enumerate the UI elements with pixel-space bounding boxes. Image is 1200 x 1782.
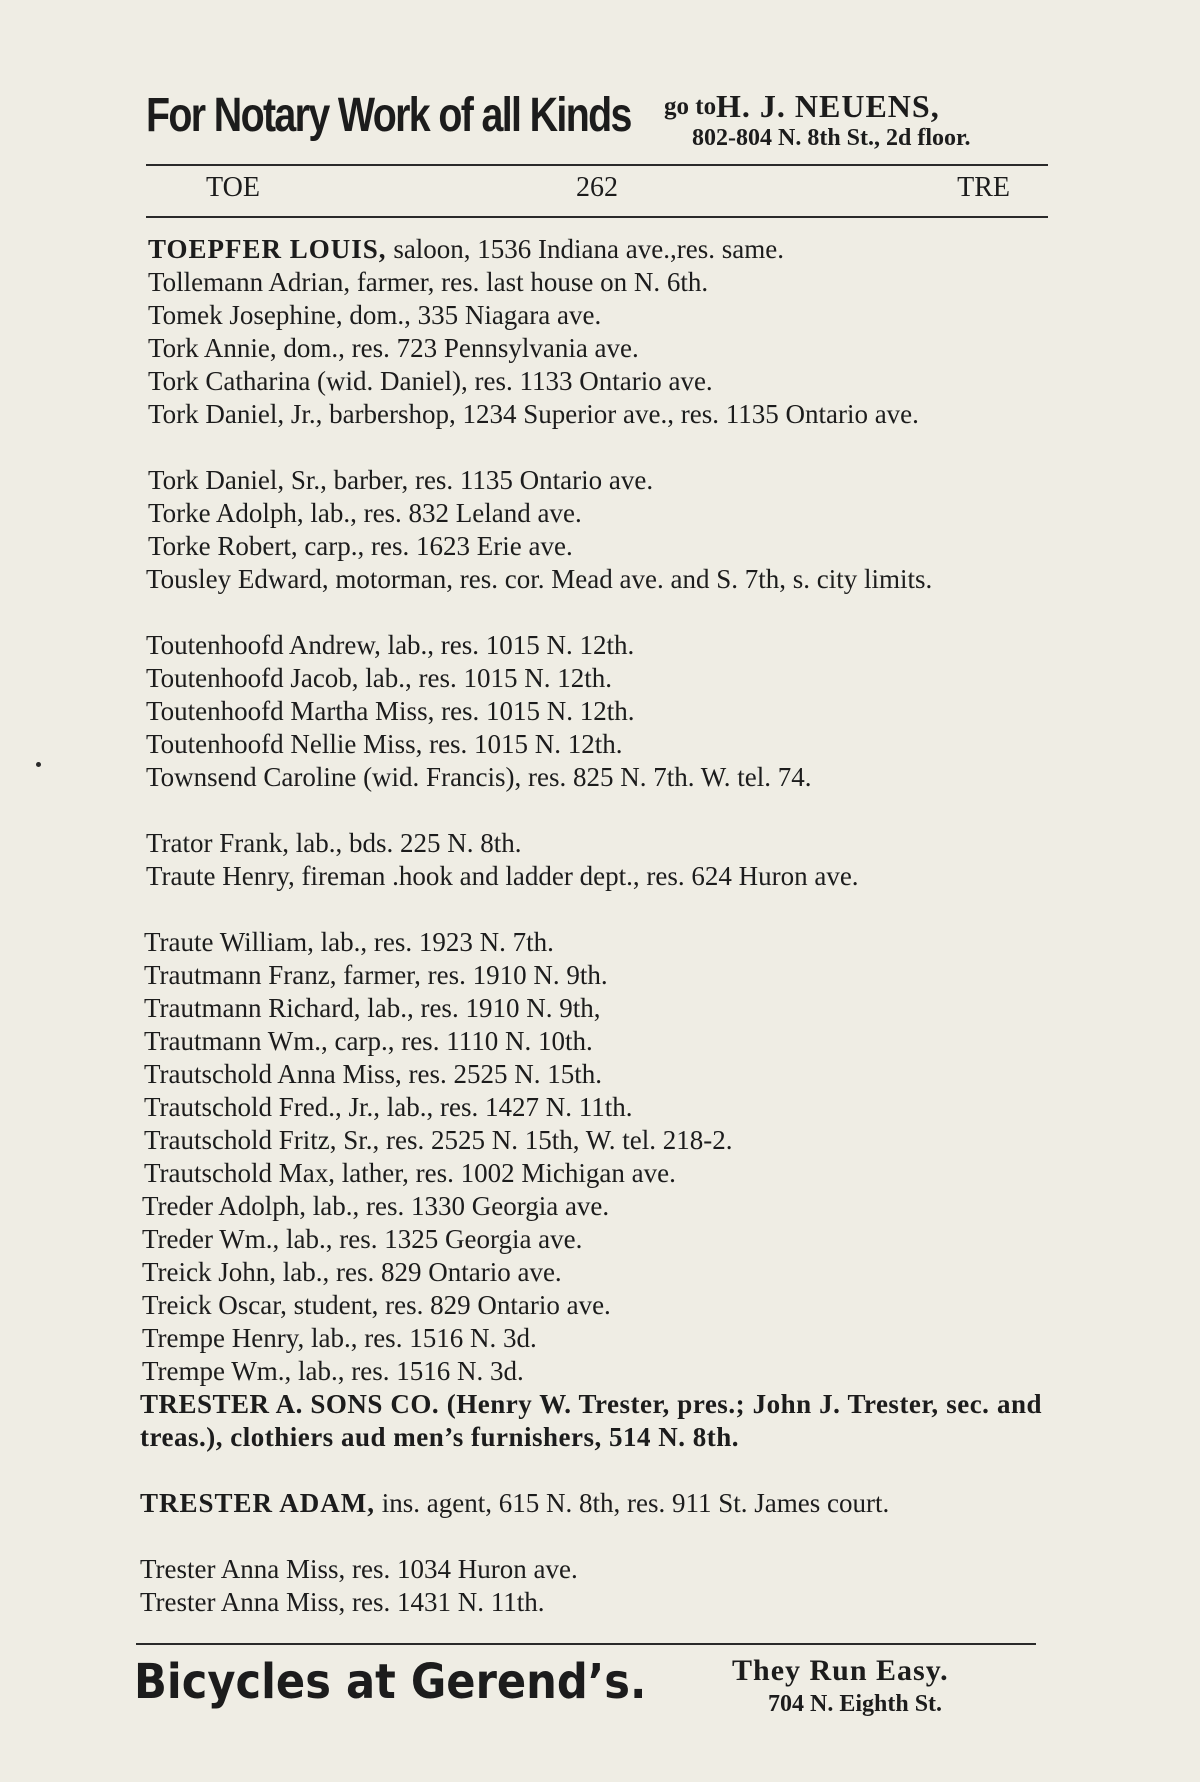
directory-entry: Toutenhoofd Andrew, lab., res. 1015 N. 12th. xyxy=(146,630,635,660)
directory-entry: Trautschold Anna Miss, res. 2525 N. 15th. xyxy=(144,1059,603,1089)
notary-ad-address: 802-804 N. 8th St., 2d floor. xyxy=(692,125,971,151)
top-rule xyxy=(146,164,1048,166)
notary-ad-name: H. J. NEUENS, xyxy=(716,88,940,124)
directory-entry: Trautmann Wm., carp., res. 1110 N. 10th. xyxy=(144,1026,593,1056)
entry-details: saloon, 1536 Indiana ave.,res. same. xyxy=(386,234,784,264)
directory-entry: Tousley Edward, motorman, res. cor. Mead ave. and S. 7th, s. city limits. xyxy=(146,564,933,594)
directory-entry: Tork Catharina (wid. Daniel), res. 1133 Ontario ave. xyxy=(148,366,713,396)
directory-entry: Trator Frank, lab., bds. 225 N. 8th. xyxy=(146,828,522,858)
directory-entry: Trautmann Richard, lab., res. 1910 N. 9th, xyxy=(144,993,601,1023)
directory-entry: Trautschold Fred., Jr., lab., res. 1427 N. 11th. xyxy=(144,1092,633,1122)
notary-advertisement xyxy=(146,84,1050,152)
notary-ad-headline: For Notary Work of all Kinds xyxy=(146,89,631,142)
directory-entry: Treder Wm., lab., res. 1325 Georgia ave. xyxy=(142,1224,583,1254)
header-range-start: TOE xyxy=(206,172,260,203)
directory-entry: Tomek Josephine, dom., 335 Niagara ave. xyxy=(148,300,602,330)
directory-entry xyxy=(148,233,1048,266)
directory-entry: Trester Anna Miss, res. 1431 N. 11th. xyxy=(140,1587,545,1617)
directory-entry: Tork Annie, dom., res. 723 Pennsylvania ave. xyxy=(148,333,639,363)
entry-details: ins. agent, 615 N. 8th, res. 911 St. James court. xyxy=(375,1488,890,1518)
directory-entry: Treick John, lab., res. 829 Ontario ave. xyxy=(142,1257,562,1287)
directory-entry-business: TRESTER A. SONS CO. (Henry W. Trester, pres.; John J. Trester, sec. and treas.), clothiers aud men’s furnishers, 514 N. 8th. xyxy=(140,1389,1042,1452)
directory-entry: Trester Anna Miss, res. 1034 Huron ave. xyxy=(140,1554,578,1584)
directory-entry xyxy=(140,1487,1042,1520)
directory-entry: Treick Oscar, student, res. 829 Ontario ave. xyxy=(142,1290,611,1320)
directory-entry: Trautschold Max, lather, res. 1002 Michigan ave. xyxy=(144,1158,676,1188)
page-number: 262 xyxy=(576,172,618,203)
directory-entry: Toutenhoofd Jacob, lab., res. 1015 N. 12th. xyxy=(146,663,613,693)
directory-entry: Traute William, lab., res. 1923 N. 7th. xyxy=(144,927,554,957)
footer-rule xyxy=(136,1643,1036,1645)
notary-ad-goto: go to xyxy=(664,93,717,120)
bicycle-ad-headline: Bicycles at Gerend’s. xyxy=(134,1654,647,1710)
directory-entry: Tollemann Adrian, farmer, res. last house on N. 6th. xyxy=(148,267,709,297)
directory-entry: Treder Adolph, lab., res. 1330 Georgia ave. xyxy=(142,1191,610,1221)
directory-entry: Toutenhoofd Nellie Miss, res. 1015 N. 12th. xyxy=(146,729,623,759)
directory-entry: Trautschold Fritz, Sr., res. 2525 N. 15th, W. tel. 218-2. xyxy=(144,1125,733,1155)
directory-entry: Townsend Caroline (wid. Francis), res. 825 N. 7th. W. tel. 74. xyxy=(146,762,812,792)
bicycle-advertisement xyxy=(134,1652,1050,1724)
running-header xyxy=(146,170,1048,206)
directory-entry: Torke Adolph, lab., res. 832 Leland ave. xyxy=(148,498,582,528)
directory-entry: Tork Daniel, Jr., barbershop, 1234 Superior ave., res. 1135 Ontario ave. xyxy=(148,399,919,429)
directory-entry: Trautmann Franz, farmer, res. 1910 N. 9th. xyxy=(144,960,608,990)
header-range-end: TRE xyxy=(957,172,1010,203)
directory-entry: Tork Daniel, Sr., barber, res. 1135 Ontario ave. xyxy=(148,465,654,495)
directory-entry: Toutenhoofd Martha Miss, res. 1015 N. 12th. xyxy=(146,696,635,726)
bicycle-ad-address: 704 N. Eighth St. xyxy=(768,1691,943,1717)
entry-name-bold: TRESTER ADAM, xyxy=(140,1488,376,1518)
header-rule xyxy=(146,216,1048,218)
directory-entry: Torke Robert, carp., res. 1623 Erie ave. xyxy=(148,531,573,561)
directory-entry: Traute Henry, fireman .hook and ladder dept., res. 624 Huron ave. xyxy=(146,861,859,891)
entry-name-bold: TOEPFER LOUIS, xyxy=(148,234,387,264)
directory-entry: Trempe Henry, lab., res. 1516 N. 3d. xyxy=(142,1323,537,1353)
directory-entry: Trempe Wm., lab., res. 1516 N. 3d. xyxy=(142,1356,524,1386)
bicycle-ad-tagline: They Run Easy. xyxy=(732,1654,949,1687)
paper-speck xyxy=(36,762,41,767)
